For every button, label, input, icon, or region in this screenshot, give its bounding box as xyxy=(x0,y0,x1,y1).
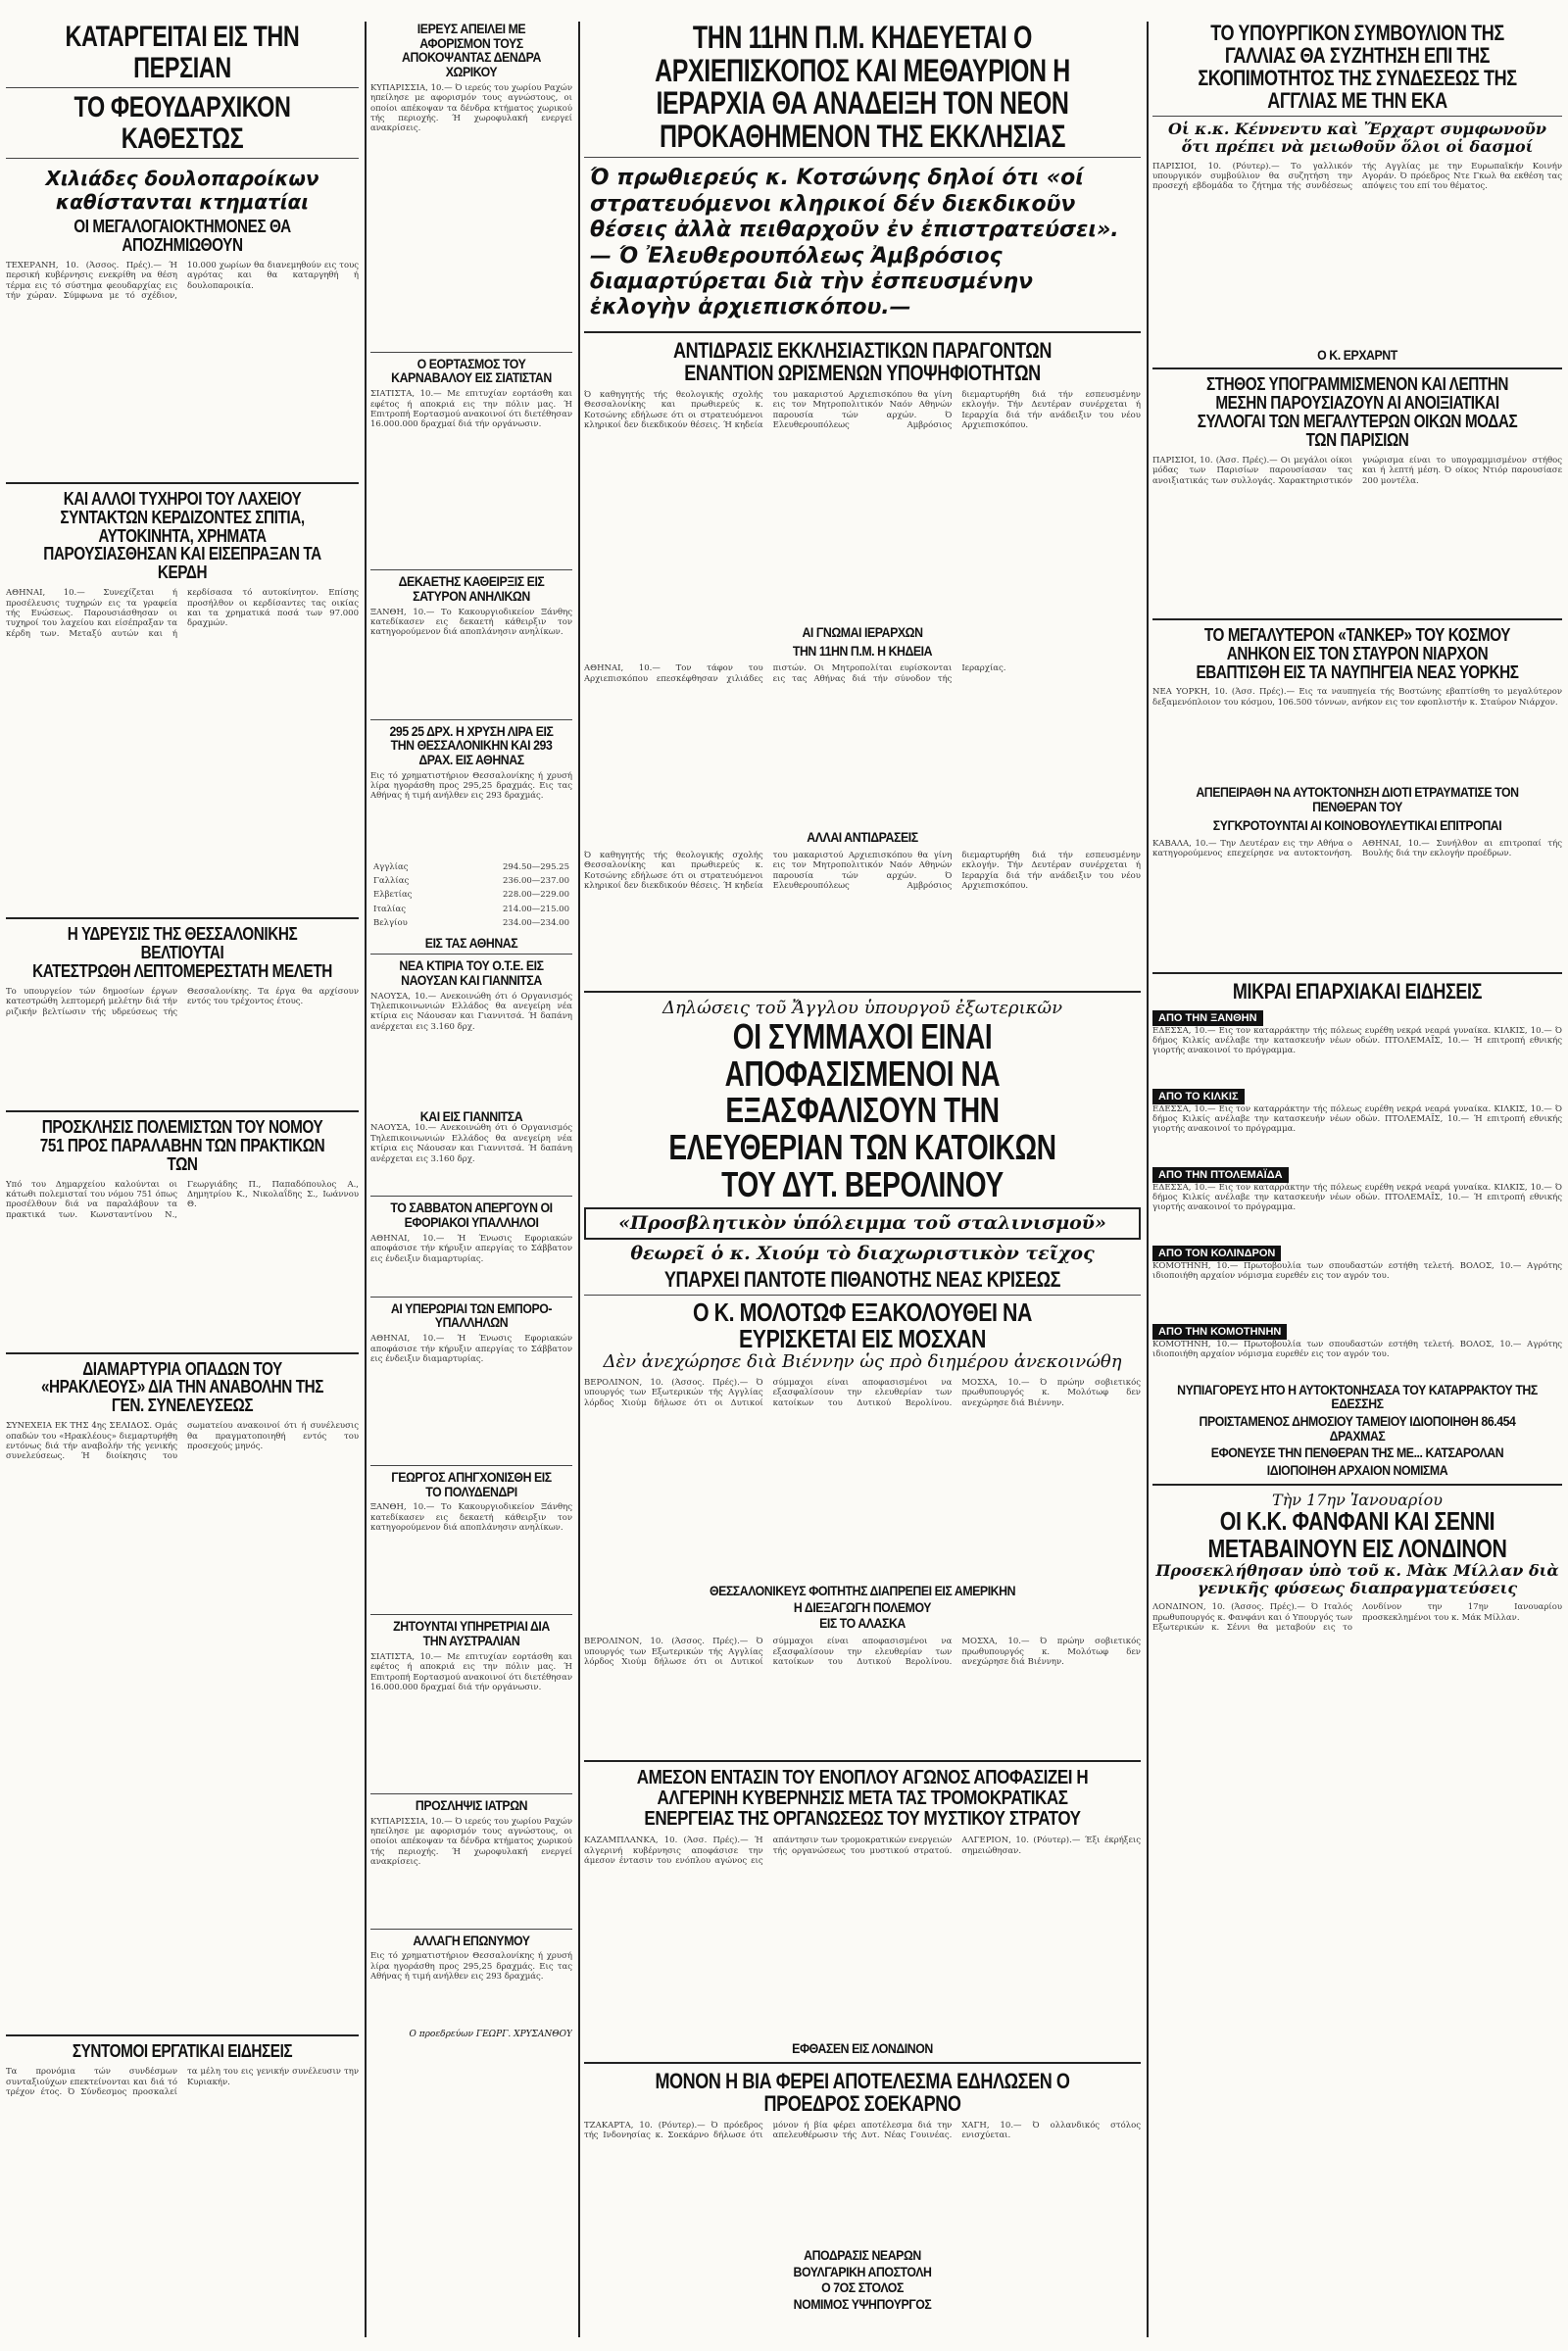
headline-allies: ΟΙ ΣΥΜΜΑΧΟΙ ΕΙΝΑΙ ΑΠΟΦΑΣΙΣΜΕΝΟΙ ΝΑ ΕΞΑΣΦΑΛΙΣΟΥΝ ΤΗΝ ΕΛΕΥΘΕΡΙΑΝ ΤΩΝ ΚΑΤΟΙΚΩΝ ΤΟΥ ΔΥΤ. ΒΕΡΟΛΙΝΟΥ xyxy=(668,1015,1056,1204)
price-value: 294.50—295.25 xyxy=(503,861,569,872)
headline-feudal: ΤΟ ΦΕΟΥΔΑΡΧΙΚΟΝ ΚΑΘΕΣΤΩΣ xyxy=(74,91,291,155)
headline-crisis: ΥΠΑΡΧΕΙ ΠΑΝΤΟΤΕ ΠΙΘΑΝΟΤΗΣ ΝΕΑΣ ΚΡΙΣΕΩΣ xyxy=(663,1266,1061,1292)
price-name: Ελβετίας xyxy=(373,890,413,901)
price-name: Αγγλίας xyxy=(373,861,409,872)
article-labor: Τα προνόμια τών συνδέσμων συνταξιούχων επεκτείνονται και διά τό τρέχον έτος. Ό Σύνδεσμος προσκαλεί τα μέλη του εις γενικήν συνέλευσιν την Κυριακήν. xyxy=(6,2067,359,2097)
article-algeria: ΚΑΖΑΜΠΛΑΝΚΑ, 10. (Άσσ. Πρές).— Ή αλγερινή κυβέρνησις αποφάσισε την άμεσον έντασιν του ενόπλου αγώνος εις απάντησιν των τρομοκρατικών ενεργειών τής οργανώσεως του μυστικού στρατού. ΑΛΓΕΡΙΟΝ, 10. (Ρόυτερ).— Έξι έκρήξεις σημειώθησαν. xyxy=(584,1836,1141,1866)
article-berlin: ΒΕΡΟΛΙΝΟΝ, 10. (Άσσος. Πρές).— Ό υπουργός των Εξωτερικών τής Αγγλίας λόρδος Χιούμ δήλωσε ότι οι Δυτικοί σύμμαχοι είναι αποφασισμένοι να εξασφαλίσουν την ελευθερίαν των κατοίκων του Δυτικού Βερολίνου. ΜΟΣΧΑ, 10.— Ό πρώην σοβιετικός πρωθυπουργός κ. Μολότωφ δεν ανεχώρησε διά Βιέννην. xyxy=(584,1378,1141,1408)
headline-giannitsa: ΚΑΙ ΕΙΣ ΓΙΑΝΝΙΤΣΑ xyxy=(419,1107,523,1124)
headline-study: ΚΑΤΕΣΤΡΩΘΗ ΛΕΠΤΟΜΕΡΕΣΤΑΤΗ ΜΕΛΕΤΗ xyxy=(32,961,332,982)
lead-kotsonis: Ό πρωθιερεύς κ. Κοτσώνης δηλοί ότι «οί στρατευόμενοι κληρικοί δέν διεκδικοῦν θέσεις ἀλλὰ πειθαρχοῦν ἐν ἐπιστρατεύσει».— Ό Ἐλευθερουπόλεως Ἀμβρόσιος διαμαρτύρεται διὰ τὴν ἐσπευσμένην ἐκλογὴν ἀρχιεπισκόπου.— xyxy=(590,166,1119,320)
kicker-hume: Δηλώσεις τοῦ Ἄγγλου ὑπουργοῦ ἐξωτερικῶν xyxy=(662,998,1063,1018)
headline-doctors: ΠΡΟΣΛΗΨΙΣ ΙΑΤΡΩΝ xyxy=(415,1796,528,1813)
headline-minister: ΝΟΜΙΜΟΣ ΥΨΗΠΟΥΡΓΟΣ xyxy=(793,2296,932,2313)
article-veterans: Υπό του Δημαρχείου καλούνται οι κάτωθι πολεμισταί του νόμου 751 όπως προσέλθουν διά να παραλάβουν τα πρακτικά των. Κωνσταντίνου Ν., Γεωργιάδης Π., Παπαδόπουλος Α., Δημητρίου Κ., Νικολαΐδης Σ., Ιωάννου Θ. xyxy=(6,1179,359,1220)
price-name: Βελγίου xyxy=(373,918,408,929)
headline-priest: ΙΕΡΕΥΣ ΑΠΕΙΛΕΙ ΜΕ ΑΦΟΡΙΣΜΟΝ ΤΟΥΣ ΑΠΟΚΟΨΑΝΤΑΣ ΔΕΝΔΡΑ ΧΩΡΙΚΟΥ xyxy=(401,22,542,80)
headline-tanker: ΤΟ ΜΕΓΑΛΥΤΕΡΟΝ «ΤΑΝΚΕΡ» ΤΟΥ ΚΟΣΜΟΥ ΑΝΗΚΟΝ ΕΙΣ ΤΟΝ ΣΤΑΥΡΟΝ ΝΙΑΡΧΟΝ ΕΒΑΠΤΙΣΘΗ ΕΙΣ ΤΑ ΝΑΥΠΗΓΕΙΑ ΝΕΑΣ ΥΟΡΚΗΣ xyxy=(1196,624,1519,682)
bar-xanthi: ΑΠΟ ΤΗΝ ΞΑΝΘΗΝ xyxy=(1152,1010,1263,1026)
subhead-serfs: Χιλιάδες δουλοπαροίκων καθίστανται κτηματίαι xyxy=(45,167,319,214)
article-overtime: ΑΘΗΝΑΙ, 10.— Ή Ένωσις Εφοριακών αποφάσισε τήν κήρυξιν απεργίας το Σάββατον εις ένδειξιν διαμαρτυρίας. xyxy=(370,1334,572,1364)
bar-kolindros: ΑΠΟ ΤΟΝ ΚΟΛΙΝΔΡΟΝ xyxy=(1152,1246,1281,1261)
headline-ote: ΝΕΑ ΚΤΙΡΙΑ ΤΟΥ Ο.Τ.Ε. ΕΙΣ ΝΑΟΥΣΑΝ ΚΑΙ ΓΙΑΝΝΙΤΣΑ xyxy=(399,957,544,988)
column-archbishop xyxy=(584,22,1141,982)
article-komotini: ΚΟΜΟΤΗΝΗ, 10.— Πρωτοβουλία των σπουδαστών εστήθη τελετή. ΒΟΛΟΣ, 10.— Αγρότης ιδιοποιήθη αρχαίον νόμισμα ευρεθέν εις τον αγρόν του. xyxy=(1152,1339,1562,1360)
headline-carnival: Ο ΕΟΡΤΑΣΜΟΣ ΤΟΥ ΚΑΡΝΑΒΑΛΟΥ ΕΙΣ ΣΙΑΤΙΣΤΑΝ xyxy=(391,355,552,386)
column-left xyxy=(6,22,359,2337)
headline-athens: ΕΙΣ ΤΑΣ ΑΘΗΝΑΣ xyxy=(424,934,518,951)
article-kolindros: ΚΟΜΟΤΗΝΗ, 10.— Πρωτοβουλία των σπουδαστών εστήθη τελετή. ΒΟΛΟΣ, 10.— Αγρότης ιδιοποιήθη αρχαίον νόμισμα ευρεθέν εις τον αγρόν του. xyxy=(1152,1260,1562,1282)
price-value: 228.00—229.00 xyxy=(503,890,569,901)
headline-france-cabinet: ΤΟ ΥΠΟΥΡΓΙΚΟΝ ΣΥΜΒΟΥΛΙΟΝ ΤΗΣ ΓΑΛΛΙΑΣ ΘΑ ΣΥΖΗΤΗΣΗ ΕΠΙ ΤΗΣ ΣΚΟΠΙΜΟΤΗΤΟΣ ΤΗΣ ΣΥΝΔΕΣΕΩΣ ΤΗΣ ΑΓΓΛΙΑΣ ΜΕ ΤΗΝ ΕΚΑ xyxy=(1198,22,1517,114)
headline-sentence: ΔΕΚΑΕΤΗΣ ΚΑΘΕΙΡΞΙΣ ΕΙΣ ΣΑΤΥΡΟΝ ΑΝΗΛΙΚΩΝ xyxy=(398,573,545,604)
headline-waterfall: ΝΥΠΙΑΓΟΡΕΥΣ ΗΤΟ Η ΑΥΤΟΚΤΟΝΗΣΑΣΑ ΤΟΥ ΚΑΤΑΡΡΑΚΤΟΥ ΤΗΣ ΕΔΕΣΣΗΣ xyxy=(1177,1381,1538,1412)
price-name: Ιταλίας xyxy=(373,904,407,914)
article-student: ΒΕΡΟΛΙΝΟΝ, 10. (Άσσος. Πρές).— Ό υπουργός των Εξωτερικών τής Αγγλίας λόρδος Χιούμ δήλωσε ότι οι Δυτικοί σύμμαχοι είναι αποφασισμένοι να εξασφαλίσουν την ελευθερίαν των κατοίκων του Δυτικού Βερολίνου. ΜΟΣΧΑ, 10.— Ό πρώην σοβιετικός πρωθυπουργός κ. Μολότωφ δεν ανεχώρησε διά Βιέννην. xyxy=(584,1637,1141,1667)
price-name: Γαλλίας xyxy=(373,875,410,886)
headline-algeria: ΑΜΕΣΟΝ ΕΝΤΑΣΙΝ ΤΟΥ ΕΝΟΠΛΟΥ ΑΓΩΝΟΣ ΑΠΟΦΑΣΙΖΕΙ Η ΑΛΓΕΡΙΝΗ ΚΥΒΕΡΝΗΣΙΣ ΜΕΤΑ ΤΑΣ ΤΡΟΜΟΚΡΑΤΙΚΑΣ ΕΝΕΡΓΕΙΑΣ ΤΗΣ ΟΡΓΑΝΩΣΕΩΣ ΤΟΥ ΜΥΣΤΙΚΟΥ ΣΤΡΑΤΟΥ xyxy=(636,1767,1089,1831)
article-kilkis: ΕΔΕΣΣΑ, 10.— Εις τον καταρράκτην τής πόλεως ευρέθη νεκρά νεαρά γυναίκα. ΚΙΛΚΙΣ, 10.— Ό δήμος Κιλκίς ανέλαβε την κατασκευήν νέων οδών. ΠΤΟΛΕΜΑΪΣ, 10.— Ή επιτροπή εθνικής γιορτής ανακοινοί το πρόγραμμα. xyxy=(1152,1103,1562,1135)
article-farmer: ΞΑΝΘΗ, 10.— Το Κακουργιοδικείον Ξάνθης κατεδίκασεν εις δεκαετή κάθειρξιν τον κατηγορούμενον διά αποπλάνησιν ανηλίκων. xyxy=(370,1502,572,1534)
article-sentence: ΞΑΝΘΗ, 10.— Το Κακουργιοδικείον Ξάνθης κατεδίκασεν εις δεκαετή κάθειρξιν τον κατηγορούμενον διά αποπλάνησιν ανηλίκων. xyxy=(370,607,572,638)
column-right xyxy=(1152,22,1562,2337)
article-tax-strike: ΑΘΗΝΑΙ, 10.— Ή Ένωσις Εφοριακών αποφάσισε τήν κήρυξιν απεργίας το Σάββατον εις ένδειξιν διαμαρτυρίας. xyxy=(370,1233,572,1264)
headline-lottery: ΚΑΙ ΑΛΛΟΙ ΤΥΧΗΡΟΙ ΤΟΥ ΛΑΧΕΙΟΥ ΣΥΝΤΑΚΤΩΝ ΚΕΡΔΙΖΟΝΤΕΣ ΣΠΙΤΙΑ, ΑΥΤΟΚΙΝΗΤΑ, ΧΡΗΜΑΤΑ ΠΑΡΟΥΣΙΑΣΘΗΣΑΝ ΚΑΙ ΕΙΣΕΠΡΑΞΑΝ ΤΑ ΚΕΡΔΗ xyxy=(43,488,321,583)
subhead-stalinism: «Προσβλητικὸν ὑπόλειμμα τοῦ σταλινισμοῦ» xyxy=(618,1211,1106,1234)
headline-fanfani: ΟΙ Κ.Κ. ΦΑΝΦΑΝΙ ΚΑΙ ΣΕΝΝΙ ΜΕΤΑΒΑΙΝΟΥΝ ΕΙΣ ΛΟΝΔΙΝΟΝ xyxy=(1207,1506,1507,1563)
headline-other-reactions: ΑΛΛΑΙ ΑΝΤΙΔΡΑΣΕΙΣ xyxy=(807,829,918,846)
headline-persia: ΚΑΤΑΡΓΕΙΤΑΙ ΕΙΣ ΤΗΝ ΠΕΡΣΙΑΝ xyxy=(65,22,300,84)
article-fanfani: ΛΟΝΔΙΝΟΝ, 10. (Άσσος. Πρές).— Ό Ιταλός πρωθυπουργός κ. Φανφάνι και ό Υπουργός των Εξωτερικών κ. Σέννι θα μεταβούν εις το Λονδίνον την 17ην Ιανουαρίου προσκεκλημένοι του κ. Μάκ Μίλλαν. xyxy=(1152,1602,1562,1633)
headline-coin: ΙΔΙΟΠΟΙΗΘΗ ΑΡΧΑΙΟΝ ΝΟΜΙΣΜΑ xyxy=(1266,1462,1448,1479)
bar-ptolemaida: ΑΠΟ ΤΗΝ ΠΤΟΛΕΜΑΪΔΑ xyxy=(1152,1167,1289,1183)
article-reaction: Ό καθηγητής τής θεολογικής σχολής Θεσσαλονίκης και πρωθιερεύς κ. Κοτσώνης εδήλωσε ότι οι στρατευόμενοι κληρικοί δεν διεκδικούν θέσεις. Ή κηδεία του μακαριστού Αρχιεπισκόπου θα γίνη εις τον Μητροπολιτικόν Ναόν Αθηνών παρουσία τών αρχών. Ό Ελευθερουπόλεως Αμβρόσιος διεμαρτυρήθη διά τήν εσπευσμένην εκλογήν. Τήν Δευτέραν συνέρχεται ή Ιεραρχία διά τήν ανάδειξιν του νέου Αρχιεπισκόπου. xyxy=(584,389,1141,431)
headline-provincial: ΜΙΚΡΑΙ ΕΠΑΡΧΙΑΚΑΙ ΕΙΔΗΣΕΙΣ xyxy=(1232,978,1483,1004)
headline-landowners: ΟΙ ΜΕΓΑΛΟΓΑΙΟΚΤΗΜΟΝΕΣ ΘΑ ΑΠΟΖΗΜΙΩΘΟΥΝ xyxy=(74,217,291,255)
subhead-macmillan: Προσεκλήθησαν ὑπὸ τοῦ κ. Μὰκ Μίλλαν διὰ γενικῆς φύσεως διαπραγματεύσεις xyxy=(1155,1560,1559,1597)
headline-committees: ΣΥΓΚΡΟΤΟΥΝΤΑΙ ΑΙ ΚΟΙΝΟΒΟΥΛΕΥΤΙΚΑΙ ΕΠΙΤΡΟΠΑΙ xyxy=(1212,816,1502,833)
article-heracles: ΣΥΝΕΧΕΙΑ ΕΚ ΤΗΣ 4ης ΣΕΛΙΔΟΣ. Ομάς οπαδών του «Ηρακλέους» διεμαρτυρήθη εντόνως διά τήν αναβολήν τής γενικής συνελεύσεως. Ή διοίκησις του σωματείου ανακοινοί ότι ή συνέλευσις θα πραγματοποιηθή εντός του προσεχούς μηνός. xyxy=(6,1421,359,1462)
headline-reaction: ΑΝΤΙΔΡΑΣΙΣ ΕΚΚΛΗΣΙΑΣΤΙΚΩΝ ΠΑΡΑΓΟΝΤΩΝ ΕΝΑΝΤΙΟΝ ΩΡΙΣΜΕΝΩΝ ΥΠΟΨΗΦΙΟΤΗΤΩΝ xyxy=(673,337,1052,385)
article-xanthi: ΕΔΕΣΣΑ, 10.— Εις τον καταρράκτην τής πόλεως ευρέθη νεκρά νεαρά γυναίκα. ΚΙΛΚΙΣ, 10.— Ό δήμος Κιλκίς ανέλαβε την κατασκευήν νέων οδών. ΠΤΟΛΕΜΑΪΣ, 10.— Ή επιτροπή εθνικής γιορτής ανακοινοί το πρόγραμμα. xyxy=(1152,1025,1562,1056)
article-doctors: ΚΥΠΑΡΙΣΣΙΑ, 10.— Ό ιερεύς του χωρίου Ραχών ηπείλησε με αφορισμόν τους αγνώστους, οι οποίοι απέκοψαν τα δένδρα κτήματος χωρικού τής περιοχής. Ή χωροφυλακή ενεργεί ανακρίσεις. xyxy=(370,1816,572,1868)
headline-veterans: ΠΡΟΣΚΛΗΣΙΣ ΠΟΛΕΜΙΣΤΩΝ ΤΟΥ ΝΟΜΟΥ 751 ΠΡΟΣ ΠΑΡΑΛΑΒΗΝ ΤΩΝ ΠΡΑΚΤΙΚΩΝ ΤΩΝ xyxy=(39,1116,325,1174)
article-name-change: Εις τό χρηματιστήριον Θεσσαλονίκης ή χρυσή λίρα ηγοράσθη προς 295,25 δραχμάς. Εις τας Αθήνας ή τιμή ανήλθεν εις 293 δραχμάς. xyxy=(370,1951,572,1983)
article-fashion: ΠΑΡΙΣΙΟΙ, 10. (Άσσ. Πρές).— Οι μεγάλοι οίκοι μόδας των Παρισίων παρουσίασαν τας ανοιξιατικάς των συλλογάς. Χαρακτηριστικόν γνώρισμα είναι το υπογραμμισμένον στήθος και ή λεπτή μέση. Ό οίκος Ντιόρ παρουσίασε 200 μοντέλα. xyxy=(1152,455,1562,486)
headline-fashion: ΣΤΗΘΟΣ ΥΠΟΓΡΑΜΜΙΣΜΕΝΟΝ ΚΑΙ ΛΕΠΤΗΝ ΜΕΣΗΝ ΠΑΡΟΥΣΙΑΖΟΥΝ ΑΙ ΑΝΟΙΞΙΑΤΙΚΑΙ ΣΥΛΛΟΓΑΙ ΤΩΝ ΜΕΓΑΛΥΤΕΡΩΝ ΟΙΚΩΝ ΜΟΔΑΣ ΤΩΝ ΠΑΡΙΣΙΩΝ xyxy=(1197,374,1518,450)
headline-gold: 295 25 ΔΡΧ. Η ΧΡΥΣΗ ΛΙΡΑ ΕΙΣ ΤΗΝ ΘΕΣΣΑΛΟΝΙΚΗΝ ΚΑΙ 293 ΔΡΑΧ. ΕΙΣ ΑΘΗΝΑΣ xyxy=(389,722,554,767)
column-second xyxy=(370,22,572,2337)
headline-war: Η ΔΙΕΞΑΓΩΓΗ ΠΟΛΕΜΟΥ xyxy=(793,1598,932,1615)
article-carnival: ΣΙΑΤΙΣΤΑ, 10.— Με επιτυχίαν εορτάσθη και εφέτος ή αποκριά εις την πόλιν μας. Ή Επιτροπή Εορτασμού ανακοινοί ότι διετέθησαν 16.000.000 δραχμαί διά τήν οργάνωσιν. xyxy=(370,389,572,430)
headline-molotov: Ο Κ. ΜΟΛΟΤΩΦ ΕΞΑΚΟΛΟΥΘΕΙ ΝΑ ΕΥΡΙΣΚΕΤΑΙ ΕΙΣ ΜΟΣΧΑΝ xyxy=(692,1297,1033,1353)
headline-opinions: ΑΙ ΓΝΩΜΑΙ ΙΕΡΑΡΧΩΝ xyxy=(802,623,923,640)
headline-london-arrival: ΕΦΘΑΣΕΝ ΕΙΣ ΛΟΝΔΙΝΟΝ xyxy=(792,2040,933,2057)
subhead-kennedy: Οἱ κ.κ. Κέννεντυ καὶ Ἔρχαρτ συμφωνοῦν ὅτι πρέπει νὰ μειωθοῦν ὅλοι οἱ δασμοί xyxy=(1168,120,1546,156)
article-persia: ΤΕΧΕΡΑΝΗ, 10. (Άσσος. Πρές).— Ή περσική κυβέρνησις ενεκρίθη να θέση τέρμα εις τό σύστημα φεουδαρχίας εις τήν χώραν. Σύμφωνα με τό σχέδιον, 10.000 χωρίων θα διανεμηθούν εις τους αγρότας και θα καταργηθή ή δουλοπαροικία. xyxy=(6,260,359,301)
headline-fleet: Ο 7ΟΣ ΣΤΟΛΟΣ xyxy=(821,2279,904,2296)
column-center xyxy=(584,985,1141,2337)
article-sukarno: ΤΖΑΚΑΡΤΑ, 10. (Ρόυτερ).— Ό πρόεδρος τής Ινδονησίας κ. Σοεκάρνο δήλωσε ότι μόνον ή βία φέρει αποτέλεσμα διά την απελευθέρωσιν τής Δυτ. Νέας Γουινέας. ΧΑΓΗ, 10.— Ό ολλανδικός στόλος ενισχύεται. xyxy=(584,2120,1141,2141)
caption-erhard: Ο Κ. ΕΡΧΑΡΝΤ xyxy=(1317,346,1397,363)
article-tanker: ΝΕΑ ΥΟΡΚΗ, 10. (Άσσ. Πρές).— Εις τα ναυπηγεία τής Βοστώνης εβαπτίσθη το μεγαλύτερον δεξαμενόπλοιον του κόσμου, 106.500 τόννων, ανήκον εις τον εφοπλιστήν κ. Σταύρον Νιάρχον. xyxy=(1152,687,1562,708)
headline-alaska: ΕΙΣ ΤΟ ΑΛΑΣΚΑ xyxy=(819,1615,906,1632)
headline-tax-strike: ΤΟ ΣΑΒΒΑΤΟΝ ΑΠΕΡΓΟΥΝ ΟΙ ΕΦΟΡΙΑΚΟΙ ΥΠΑΛΛΗΛΟΙ xyxy=(390,1200,553,1231)
headline-australia: ΖΗΤΟΥΝΤΑΙ ΥΠΗΡΕΤΡΙΑΙ ΔΙΑ ΤΗΝ ΑΥΣΤΡΑΛΙΑΝ xyxy=(393,1618,550,1649)
price-value: 214.00—215.00 xyxy=(503,904,569,914)
headline-water: Η ΥΔΡΕΥΣΙΣ ΤΗΣ ΘΕΣΣΑΛΟΝΙΚΗΣ ΒΕΛΤΙΟΥΤΑΙ xyxy=(67,924,298,963)
column-rule xyxy=(578,22,580,2337)
column-rule xyxy=(1147,22,1149,2337)
headline-sukarno: ΜΟΝΟΝ Η ΒΙΑ ΦΕΡΕΙ ΑΠΟΤΕΛΕΣΜΑ ΕΔΗΛΩΣΕΝ Ο ΠΡΟΕΔΡΟΣ ΣΟΕΚΑΡΝΟ xyxy=(655,2068,1070,2116)
article-lottery: ΑΘΗΝΑΙ, 10.— Συνεχίζεται ή προσέλευσις τυχηρών εις τα γραφεία τής Ενώσεως. Παρουσιάσθησαν οι τυχηροί του λαχείου και είσέπραξαν τα κέρδη των. Μεταξύ αυτών και ή κερδίσασα τό αυτοκίνητον. Επίσης προσήλθον οι κερδίσαντες τας οικίας και τα χρηματικά ποσά των 97.000 δραχμών. xyxy=(6,588,359,639)
price-value: 236.00—237.00 xyxy=(503,875,569,886)
price-value: 234.00—234.00 xyxy=(503,918,569,929)
article-gold: Εις τό χρηματιστήριον Θεσσαλονίκης ή χρυσή λίρα ηγοράσθη προς 295,25 δραχμάς. Εις τας Αθήνας ή τιμή ανήλθεν εις 293 δραχμάς. xyxy=(370,770,572,802)
headline-funeral: ΤΗΝ 11ΗΝ Π.Μ. Η ΚΗΔΕΙΑ xyxy=(792,642,933,659)
article-funeral: ΑΘΗΝΑΙ, 10.— Τον τάφον του Αρχιεπισκόπου επεσκέφθησαν χιλιάδες πιστών. Οι Μητροπολίται ευρίσκονται εις τας Αθήνας διά τήν σύνοδον τής Ιεραρχίας. xyxy=(584,663,1006,684)
headline-labor: ΣΥΝΤΟΜΟΙ ΕΡΓΑΤΙΚΑΙ ΕΙΔΗΣΕΙΣ xyxy=(72,2041,293,2062)
article-ptolemaida: ΕΔΕΣΣΑ, 10.— Εις τον καταρράκτην τής πόλεως ευρέθη νεκρά νεαρά γυναίκα. ΚΙΛΚΙΣ, 10.— Ό δήμος Κιλκίς ανέλαβε την κατασκευήν νέων οδών. ΠΤΟΛΕΜΑΪΣ, 10.— Ή επιτροπή εθνικής γιορτής ανακοινοί το πρόγραμμα. xyxy=(1152,1182,1562,1213)
date-january-17: Τὴν 17ην Ἰανουαρίου xyxy=(1272,1490,1443,1509)
article-other-reactions: Ό καθηγητής τής θεολογικής σχολής Θεσσαλονίκης και πρωθιερεύς κ. Κοτσώνης εδήλωσε ότι οι στρατευόμενοι κληρικοί δεν διεκδικούν θέσεις. Ή κηδεία του μακαριστού Αρχιεπισκόπου θα γίνη εις τον Μητροπολιτικόν Ναόν Αθηνών παρουσία τών αρχών. Ό Ελευθερουπόλεως Αμβρόσιος διεμαρτυρήθη διά τήν εσπευσμένην εκλογήν. Τήν Δευτέραν συνέρχεται ή Ιεραρχία διά τήν ανάδειξιν του νέου Αρχιεπισκόπου. xyxy=(584,850,1141,892)
headline-archbishop: ΤΗΝ 11ΗΝ Π.Μ. ΚΗΔΕΥΕΤΑΙ Ο ΑΡΧΙΕΠΙΣΚΟΠΟΣ ΚΑΙ ΜΕΘΑΥΡΙΟΝ Η ΙΕΡΑΡΧΙΑ ΘΑ ΑΝΑΔΕΙΞΗ ΤΟΝ ΝΕΟΝ ΠΡΟΚΑΘΗΜΕΝΟΝ ΤΗΣ ΕΚΚΛΗΣΙΑΣ xyxy=(655,22,1070,154)
headline-escape: ΑΠΟΔΡΑΣΙΣ ΝΕΑΡΩΝ xyxy=(804,2246,921,2263)
article-priest: ΚΥΠΑΡΙΣΣΙΑ, 10.— Ό ιερεύς του χωρίου Ραχών ηπείλησε με αφορισμόν τους αγνώστους, οι οποίοι απέκοψαν τα δένδρα κτήματος χωρικού τής περιοχής. Ή χωροφυλακή ενεργεί ανακρίσεις. xyxy=(370,82,572,134)
article-giannitsa-body: ΝΑΟΥΣΑ, 10.— Ανεκοινώθη ότι ό Οργανισμός Τηλεπικοινωνιών Ελλάδος θα ανεγείρη νέα κτίρια εις Νάουσαν και Γιαννιτσά. Ή δαπάνη ανέρχεται εις 3.160 δρχ. xyxy=(370,1123,572,1164)
headline-name-change: ΑΛΛΑΓΗ ΕΠΩΝΥΜΟΥ xyxy=(413,1932,530,1948)
headline-overtime: ΑΙ ΥΠΕΡΩΡΙΑΙ ΤΩΝ ΕΜΠΟΡΟ-ΥΠΑΛΛΗΛΩΝ xyxy=(390,1299,553,1331)
article-ote: ΝΑΟΥΣΑ, 10.— Ανεκοινώθη ότι ό Οργανισμός Τηλεπικοινωνιών Ελλάδος θα ανεγείρη νέα κτίρια εις Νάουσαν και Γιαννιτσά. Ή δαπάνη ανέρχεται εις 3.160 δρχ. xyxy=(370,991,572,1032)
headline-treasury: ΠΡΟΙΣΤΑΜΕΝΟΣ ΔΗΜΟΣΙΟΥ ΤΑΜΕΙΟΥ ΙΔΙΟΠΟΙΗΘΗ 86.454 ΔΡΑΧΜΑΣ xyxy=(1199,1413,1516,1444)
article-france: ΠΑΡΙΣΙΟΙ, 10. (Ρόυτερ).— Το γαλλικόν υπουργικόν συμβούλιον θα συζητήση την προσεχή εβδομάδα το ζήτημα τής συνδέσεως τής Αγγλίας με την Ευρωπαϊκήν Κοινήν Αγοράν. Ό πρόεδρος Ντε Γκωλ θα εκθέση τας απόψεις του επί του θέματος. xyxy=(1152,161,1562,192)
article-australia: ΣΙΑΤΙΣΤΑ, 10.— Με επιτυχίαν εορτάσθη και εφέτος ή αποκριά εις την πόλιν μας. Ή Επιτροπή Εορτασμού ανακοινοί ότι διετέθησαν 16.000.000 δραχμαί διά τήν οργάνωσιν. xyxy=(370,1651,572,1693)
section-bars xyxy=(1152,1006,1562,1379)
price-table xyxy=(370,859,572,932)
headline-saucepan: ΕΦΟΝΕΥΣΕ ΤΗΝ ΠΕΝΘΕΡΑΝ ΤΗΣ ΜΕ... ΚΑΤΣΑΡΟΛΑΝ xyxy=(1210,1445,1504,1461)
bar-komotini: ΑΠΟ ΤΗΝ ΚΟΜΟΤΗΝΗΝ xyxy=(1152,1324,1287,1340)
subhead-wall: θεωρεῖ ὁ κ. Χιούμ τὸ διαχωριστικὸν τεῖχος xyxy=(630,1242,1095,1264)
column-rule xyxy=(365,22,367,2337)
bar-kilkis: ΑΠΟ ΤΟ ΚΙΛΚΙΣ xyxy=(1152,1089,1245,1104)
article-committees: ΚΑΒΑΛΑ, 10.— Την Δευτέραν εις την Αθήνα ο κατηγορούμενος επεχείρησε να αυτοκτονήση. ΑΘΗΝΑΙ, 10.— Συνήλθον αι επιτροπαί τής Βουλής διά την εκλογήν προέδρων. xyxy=(1152,838,1562,858)
signature: Ο προεδρεύων ΓΕΩΡΓ. ΧΡΥΣΑΝΘΟΥ xyxy=(409,2030,572,2040)
headline-farmer: ΓΕΩΡΓΟΣ ΑΠΗΓΧΟΝΙΣΘΗ ΕΙΣ ΤΟ ΠΟΛΥΔΕΝΔΡΙ xyxy=(391,1469,552,1499)
subhead-vienna: Δὲν ἀνεχώρησε διὰ Βιέννην ὡς πρὸ διημέρου ἀνεκοινώθη xyxy=(603,1351,1122,1373)
article-water: Το υπουργείον τών δημοσίων έργων κατεστρώθη λεπτομερή μελέτην διά τήν ριζικήν βελτίωσιν τής υδρεύσεως τής Θεσσαλονίκης. Τα έργα θα αρχίσουν εντός του τρέχοντος έτους. xyxy=(6,986,359,1017)
headline-heracles: ΔΙΑΜΑΡΤΥΡΙΑ ΟΠΑΔΩΝ ΤΟΥ «ΗΡΑΚΛΕΟΥΣ» ΔΙΑ ΤΗΝ ΑΝΑΒΟΛΗΝ ΤΗΣ ΓΕΝ. ΣΥΝΕΛΕΥΣΕΩΣ xyxy=(40,1358,324,1416)
headline-student: ΘΕΣΣΑΛΟΝΙΚΕΥΣ ΦΟΙΤΗΤΗΣ ΔΙΑΠΡΕΠΕΙ ΕΙΣ ΑΜΕΡΙΚΗΝ xyxy=(709,1583,1016,1599)
headline-bulgarian: ΒΟΥΛΓΑΡΙΚΗ ΑΠΟΣΤΟΛΗ xyxy=(793,2263,932,2279)
headline-suicide-attempt: ΑΠΕΠΕΙΡΑΘΗ ΝΑ ΑΥΤΟΚΤΟΝΗΣΗ ΔΙΟΤΙ ΕΤΡΑΥΜΑΤΙΣΕ ΤΟΝ ΠΕΝΘΕΡΑΝ ΤΟΥ xyxy=(1196,784,1519,815)
